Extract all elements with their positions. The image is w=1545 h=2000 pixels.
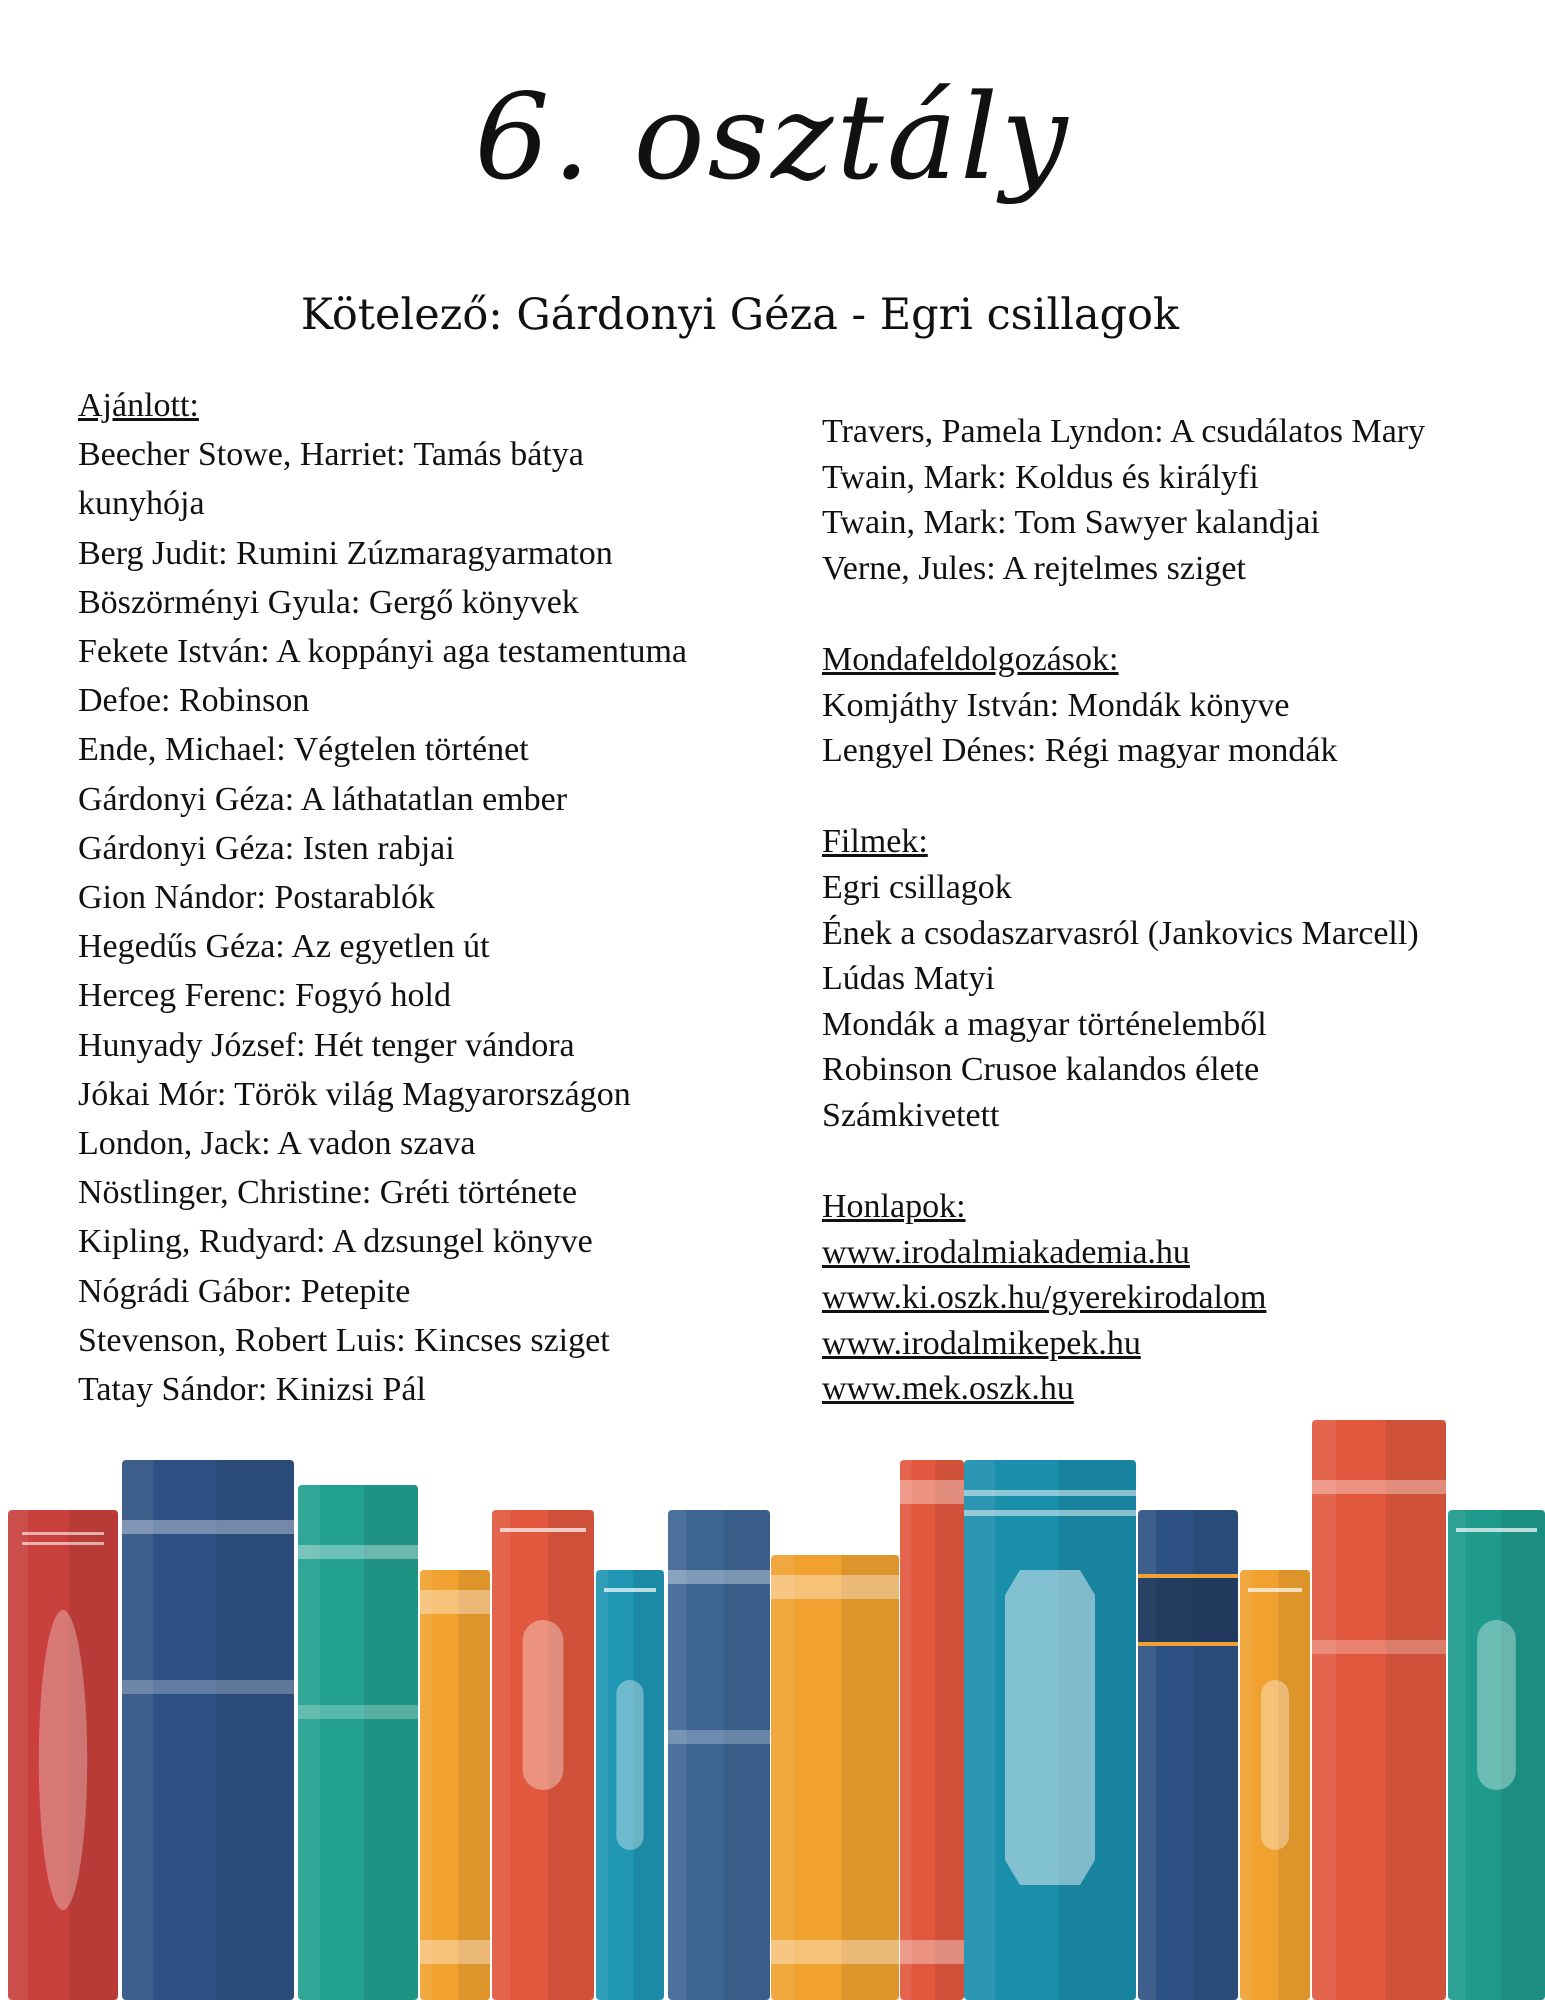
- list-item: Defoe: Robinson: [78, 682, 310, 720]
- book-spine: [1138, 1510, 1238, 2000]
- book-spine: [298, 1485, 418, 2000]
- book-spine: [492, 1510, 594, 2000]
- list-item: Twain, Mark: Tom Sawyer kalandjai: [822, 504, 1320, 542]
- legends-heading: Mondafeldolgozások:: [822, 640, 1119, 678]
- website-link[interactable]: www.irodalmiakademia.hu: [822, 1233, 1190, 1271]
- website-link[interactable]: www.ki.oszk.hu/gyerekirodalom: [822, 1279, 1267, 1317]
- list-item: Herceg Ferenc: Fogyó hold: [78, 977, 451, 1015]
- list-item: Fekete István: A koppányi aga testamentuma: [78, 633, 688, 671]
- list-item: Kipling, Rudyard: A dzsungel könyve: [78, 1223, 593, 1261]
- book-spine: [1240, 1570, 1310, 2000]
- list-item: Komjáthy István: Mondák könyve: [822, 686, 1290, 724]
- book-spine: [1312, 1420, 1446, 2000]
- list-item: London, Jack: A vadon szava: [78, 1125, 476, 1163]
- list-item: Berg Judit: Rumini Zúzmaragyarmaton: [78, 534, 613, 572]
- films-heading: Filmek:: [822, 823, 928, 861]
- book-spine: [964, 1460, 1136, 2000]
- list-item: Nöstlinger, Christine: Gréti története: [78, 1174, 578, 1212]
- list-item: Hunyady József: Hét tenger vándora: [78, 1026, 575, 1064]
- page-title: 6. osztály: [474, 68, 1071, 206]
- list-item: Nógrádi Gábor: Petepite: [78, 1272, 411, 1310]
- list-item: Gárdonyi Géza: Isten rabjai: [78, 829, 455, 867]
- book-spine: [900, 1460, 964, 2000]
- right-column: [822, 409, 1532, 1412]
- book-spine: [122, 1460, 294, 2000]
- list-item: Mondák a magyar történelemből: [822, 1005, 1267, 1043]
- website-link[interactable]: www.mek.oszk.hu: [822, 1370, 1074, 1408]
- book-spine: [1448, 1510, 1545, 2000]
- recommended-heading: Ajánlott:: [78, 387, 199, 424]
- list-item: Egri csillagok: [822, 868, 1012, 906]
- list-item: Travers, Pamela Lyndon: A csudálatos Mary: [822, 413, 1426, 450]
- list-item: Lúdas Matyi: [822, 960, 995, 998]
- list-item: Ende, Michael: Végtelen történet: [78, 731, 529, 769]
- book-spine: [771, 1555, 899, 2000]
- list-item: Gárdonyi Géza: A láthatatlan ember: [78, 780, 568, 818]
- required-reading: Kötelező: Gárdonyi Géza - Egri csillagok: [300, 290, 1180, 340]
- list-item: Böszörményi Gyula: Gergő könyvek: [78, 583, 579, 621]
- list-item: Twain, Mark: Koldus és királyfi: [822, 458, 1259, 496]
- website-link[interactable]: www.irodalmikepek.hu: [822, 1324, 1141, 1362]
- list-item: kunyhója: [78, 485, 205, 523]
- bookshelf-illustration: [0, 1420, 1545, 2000]
- list-item: Stevenson, Robert Luis: Kincses sziget: [78, 1321, 610, 1359]
- list-item: Hegedűs Géza: Az egyetlen út: [78, 928, 490, 966]
- list-item: Beecher Stowe, Harriet: Tamás bátya: [78, 436, 584, 474]
- list-item: Tatay Sándor: Kinizsi Pál: [78, 1371, 426, 1409]
- list-item: Lengyel Dénes: Régi magyar mondák: [822, 732, 1338, 770]
- list-item: Verne, Jules: A rejtelmes sziget: [822, 549, 1246, 587]
- recommended-list: [78, 381, 798, 1414]
- list-item: Számkivetett: [822, 1096, 1000, 1134]
- book-spine: [596, 1570, 664, 2000]
- list-item: Jókai Mór: Török világ Magyarországon: [78, 1075, 631, 1113]
- book-spine: [8, 1510, 118, 2000]
- book-spine: [668, 1510, 770, 2000]
- websites-heading: Honlapok:: [822, 1188, 966, 1226]
- list-item: Gion Nándor: Postarablók: [78, 879, 435, 917]
- list-item: Ének a csodaszarvasról (Jankovics Marcell): [822, 914, 1419, 952]
- book-spine: [420, 1570, 490, 2000]
- list-item: Robinson Crusoe kalandos élete: [822, 1051, 1260, 1089]
